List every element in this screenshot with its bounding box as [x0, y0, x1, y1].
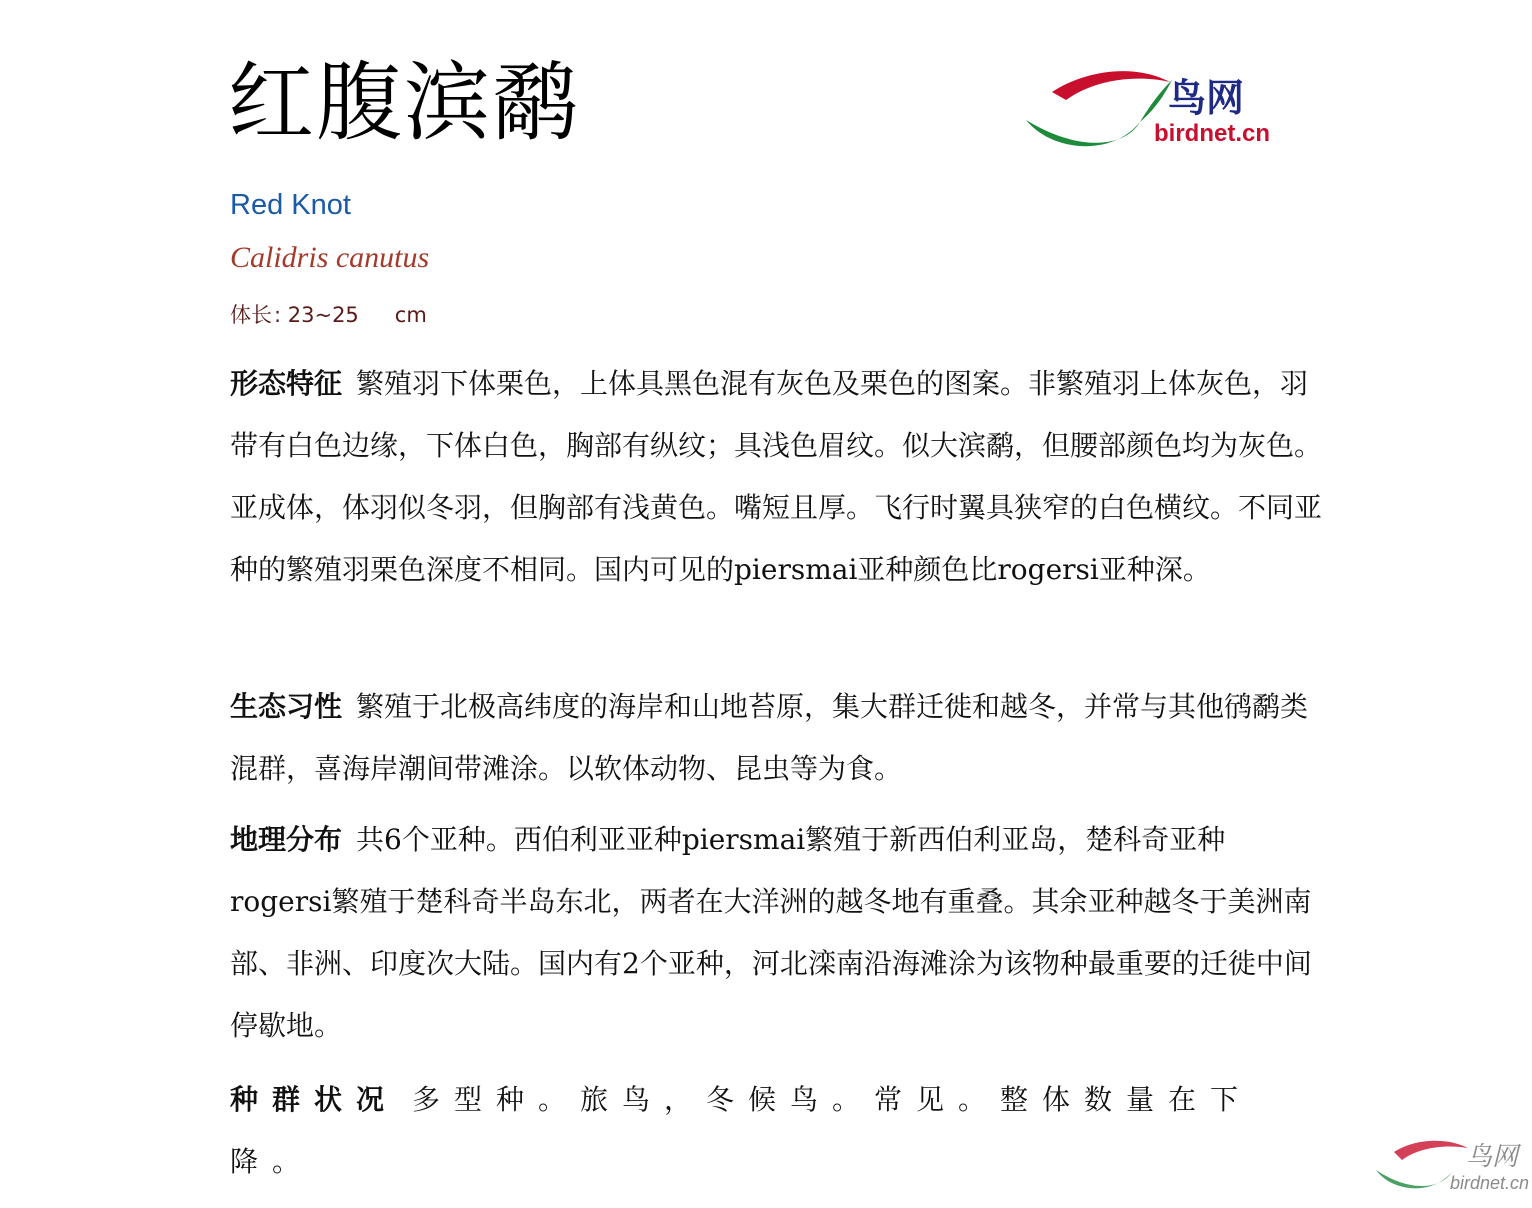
section-heading: 生态习性 — [230, 690, 343, 723]
body-length — [230, 300, 427, 330]
section-text: 共6个亚种。西伯利亚亚种piersmai繁殖于新西伯利亚岛，楚科奇亚种rogersi繁殖于楚科奇半岛东北，两者在大洋洲的越冬地有重叠。其余亚种越冬于美洲南部、非洲、印度次大陆。国内有2个亚种，河北滦南沿海滩涂为该物种最重要的迁徙中间停歇地。 — [230, 823, 1312, 1042]
section-text: 繁殖于北极高纬度的海岸和山地苔原，集大群迁徙和越冬，并常与其他鸻鹬类混群，喜海岸潮间带滩涂。以软体动物、昆虫等为食。 — [230, 690, 1309, 785]
logo-chinese-text: 鸟网 — [1168, 75, 1245, 120]
watermark-chinese-text: 鸟网 — [1466, 1142, 1519, 1172]
page-title: 红腹滨鹬 — [228, 53, 580, 153]
logo-domain-text: birdnet.cn — [1154, 120, 1271, 147]
scientific-name: Calidris canutus — [230, 241, 430, 274]
section-ecology — [230, 676, 1326, 800]
logo-red-swoosh — [1052, 71, 1170, 100]
section-text: 多型种。旅鸟，冬候鸟。常见。整体数量在下降。 — [230, 1083, 1253, 1178]
section-heading: 地理分布 — [230, 823, 343, 856]
body-length-value: : 23~25 — [274, 303, 359, 327]
section-text: 繁殖羽下体栗色，上体具黑色混有灰色及栗色的图案。非繁殖羽上体灰色，羽带有白色边缘，下体白色，胸部有纵纹；具浅色眉纹。似大滨鹬，但腰部颜色均为灰色。亚成体，体羽似冬羽，但胸部有浅黄色。嘴短且厚。飞行时翼具狭窄的白色横纹。不同亚种的繁殖羽栗色深度不相同。国内可见的piersmai亚种颜色比rogersi亚种深。 — [230, 367, 1323, 586]
section-population — [230, 1069, 1310, 1193]
watermark-domain-text: birdnet.cn — [1450, 1173, 1530, 1193]
logo-green-swoosh — [1026, 120, 1140, 146]
section-heading: 形态特征 — [230, 367, 343, 400]
section-heading: 种群状况 — [230, 1083, 399, 1116]
section-distribution — [230, 809, 1326, 1057]
body-length-unit: cm — [394, 303, 427, 327]
body-length-label: 体长 — [230, 303, 272, 327]
english-name: Red Knot — [230, 189, 351, 221]
section-morphology — [230, 353, 1326, 601]
